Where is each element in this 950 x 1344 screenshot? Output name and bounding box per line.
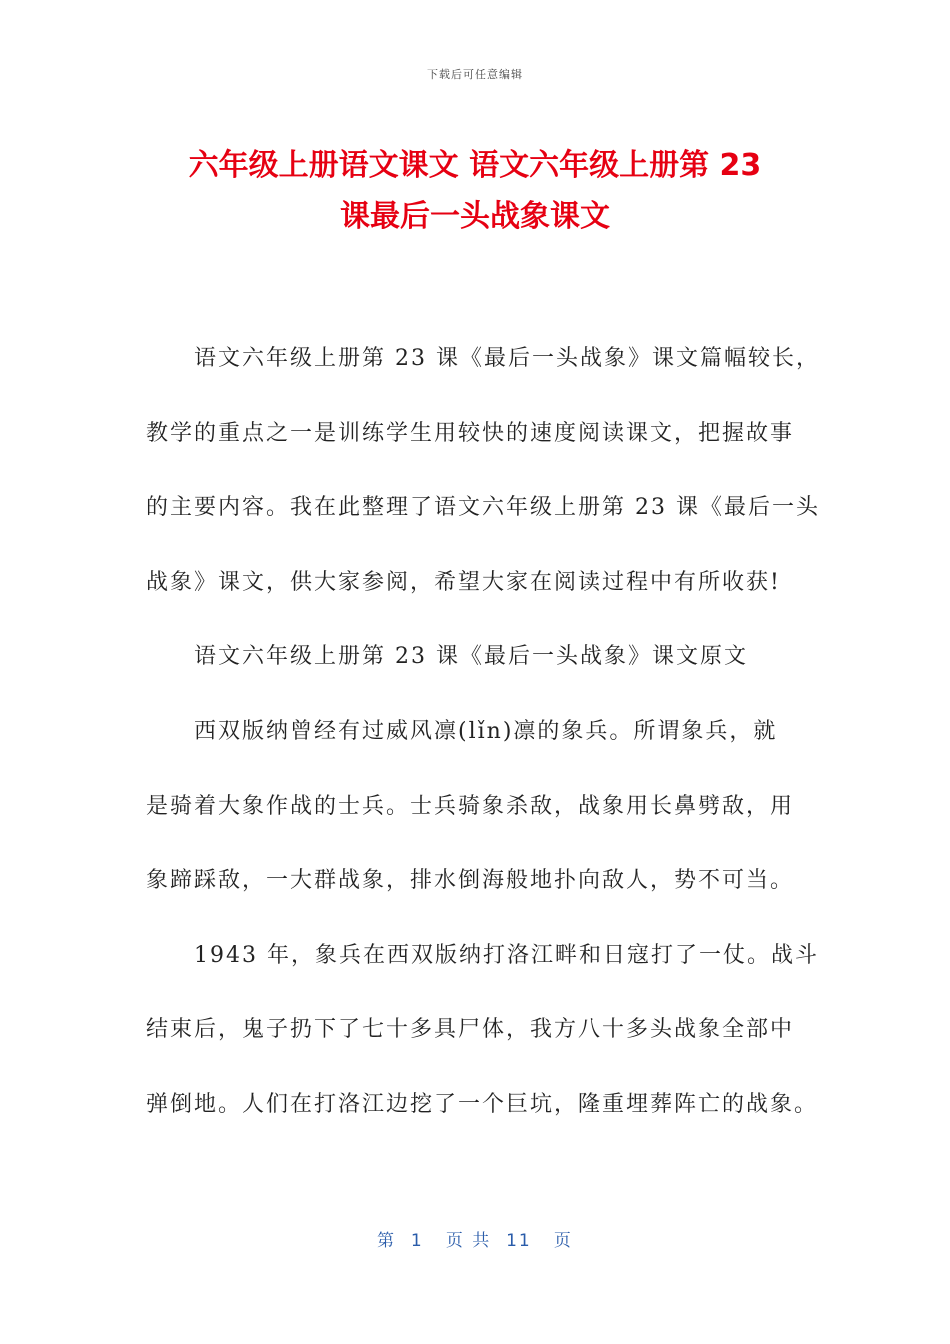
body-line: 战象》课文，供大家参阅，希望大家在阅读过程中有所收获! [146, 569, 781, 595]
body-line: 1943 年，象兵在西双版纳打洛江畔和日寇打了一仗。战斗 [194, 942, 819, 968]
body-line: 西双版纳曾经有过威风凛(lǐn)凛的象兵。所谓象兵，就 [194, 718, 778, 744]
page-footer: 第 1 页 共 11 页 [377, 1231, 573, 1251]
document-body [146, 322, 820, 1143]
title-line-2: 课最后一头战象课文 [340, 199, 610, 234]
header-note: 下载后可任意编辑 [427, 68, 523, 81]
body-line: 结束后，鬼子扔下了七十多具尸体，我方八十多头战象全部中 [146, 1017, 795, 1043]
body-line: 弹倒地。人们在打洛江边挖了一个巨坑，隆重埋葬阵亡的战象。 [146, 1091, 819, 1117]
document-title [130, 140, 820, 242]
body-line: 语文六年级上册第 23 课《最后一头战象》课文篇幅较长， [194, 346, 820, 371]
body-line: 象蹄踩敌，一大群战象，排水倒海般地扑向敌人，势不可当。 [146, 868, 795, 894]
body-line: 语文六年级上册第 23 课《最后一头战象》课文原文 [194, 644, 748, 670]
body-line: 是骑着大象作战的士兵。士兵骑象杀敌，战象用长鼻劈敌，用 [146, 793, 795, 819]
title-line-1: 六年级上册语文课文 语文六年级上册第 23 [188, 148, 762, 183]
body-line: 教学的重点之一是训练学生用较快的速度阅读课文，把握故事 [146, 420, 795, 446]
body-line: 的主要内容。我在此整理了语文六年级上册第 23 课《最后一头 [146, 495, 820, 521]
